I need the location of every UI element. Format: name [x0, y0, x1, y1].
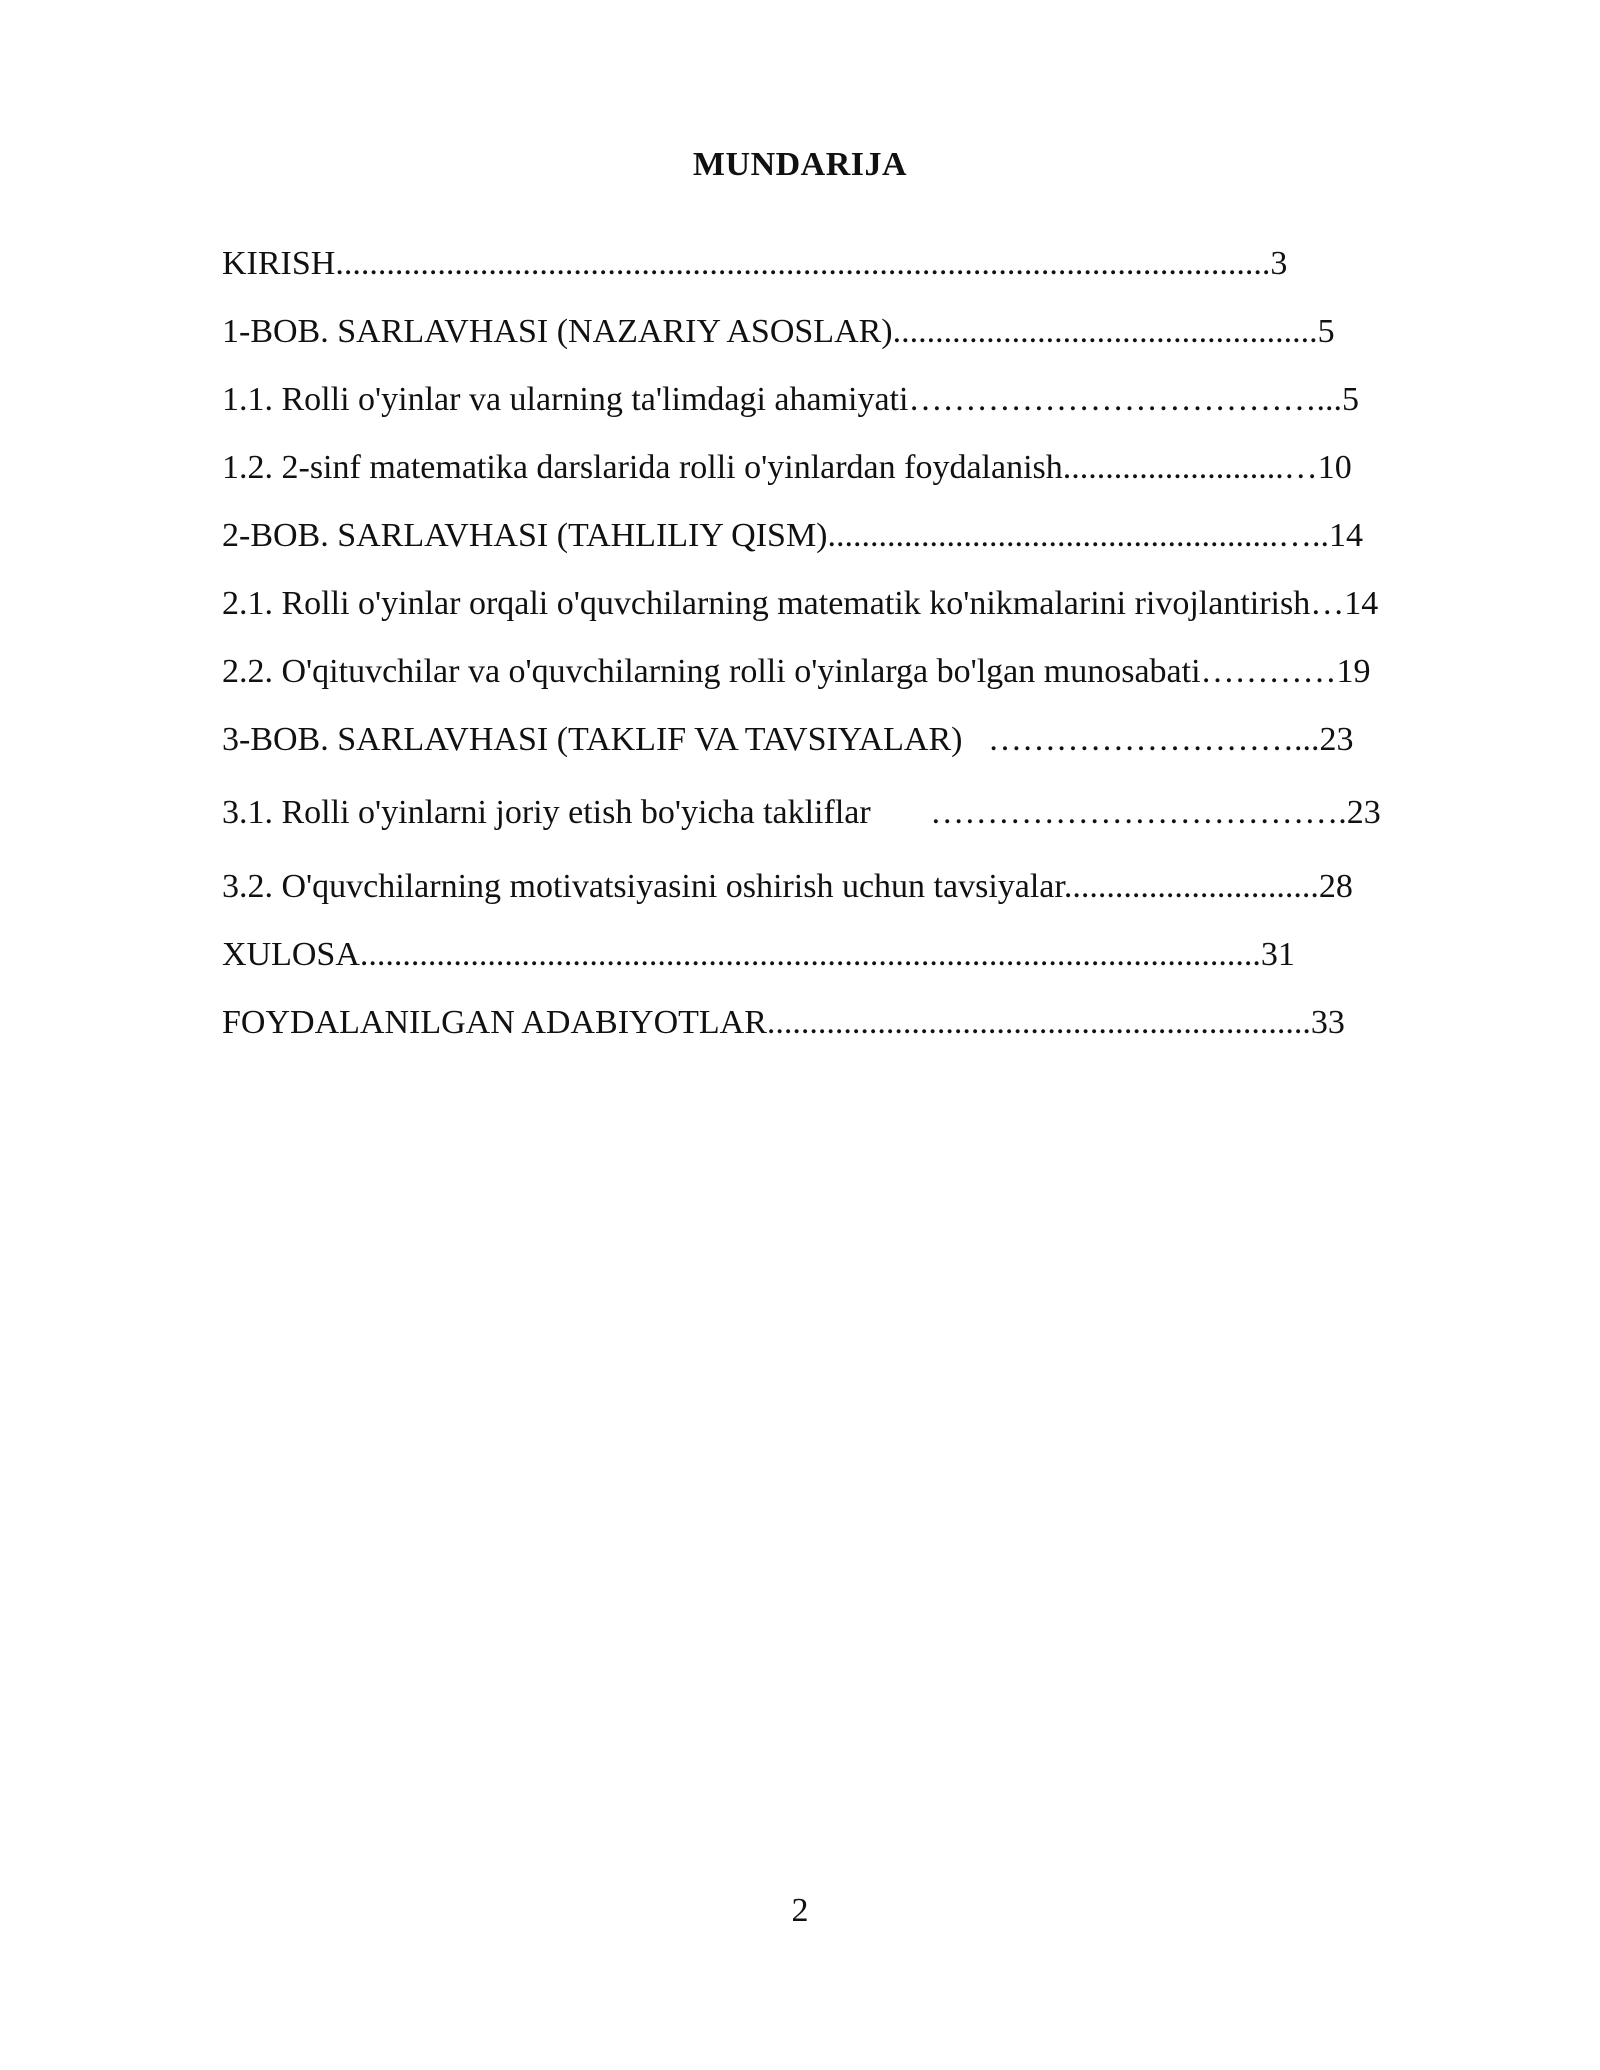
toc-entry-kirish[interactable]: KIRISH..............................................................................................................3: [222, 245, 1288, 282]
page-number: 2: [791, 1892, 809, 1929]
toc-entry-section-1-1[interactable]: 1.1. Rolli o'yinlar va ularning ta'limdagi ahamiyati………………………………...5: [222, 381, 1359, 418]
toc-entry-chapter-3[interactable]: 3-BOB. SARLAVHASI (TAKLIF VA TAVSIYALAR) ………………………...23: [222, 721, 1354, 758]
toc-entry-section-2-2[interactable]: 2.2. O'qituvchilar va o'quvchilarning rolli o'yinlarga bo'lgan munosabati…………19: [222, 653, 1371, 690]
toc-entry-chapter-1[interactable]: 1-BOB. SARLAVHASI (NAZARIY ASOSLAR)..................................................5: [222, 313, 1335, 350]
toc-entry-section-2-1[interactable]: 2.1. Rolli o'yinlar orqali o'quvchilarning matematik ko'nikmalarini rivojlantirish…14: [222, 585, 1379, 622]
toc-entry-references[interactable]: FOYDALANILGAN ADABIYOTLAR................................................................33: [222, 1004, 1345, 1041]
page-title: MUNDARIJA: [692, 146, 908, 183]
toc-entry-section-3-2[interactable]: 3.2. O'quvchilarning motivatsiyasini oshirish uchun tavsiyalar..............................28: [222, 868, 1353, 905]
toc-entry-xulosa[interactable]: XULOSA..........................................................................................................31: [222, 936, 1295, 973]
toc-entry-chapter-2[interactable]: 2-BOB. SARLAVHASI (TAHLILIY QISM).....................................................…..14: [222, 517, 1363, 554]
toc-entry-section-1-2[interactable]: 1.2. 2-sinf matematika darslarida rolli o'yinlardan foydalanish..........................…10: [222, 449, 1352, 486]
toc-entry-section-3-1[interactable]: 3.1. Rolli o'yinlarni joriy etish bo'yicha takliflar ……………………………….23: [222, 794, 1381, 831]
